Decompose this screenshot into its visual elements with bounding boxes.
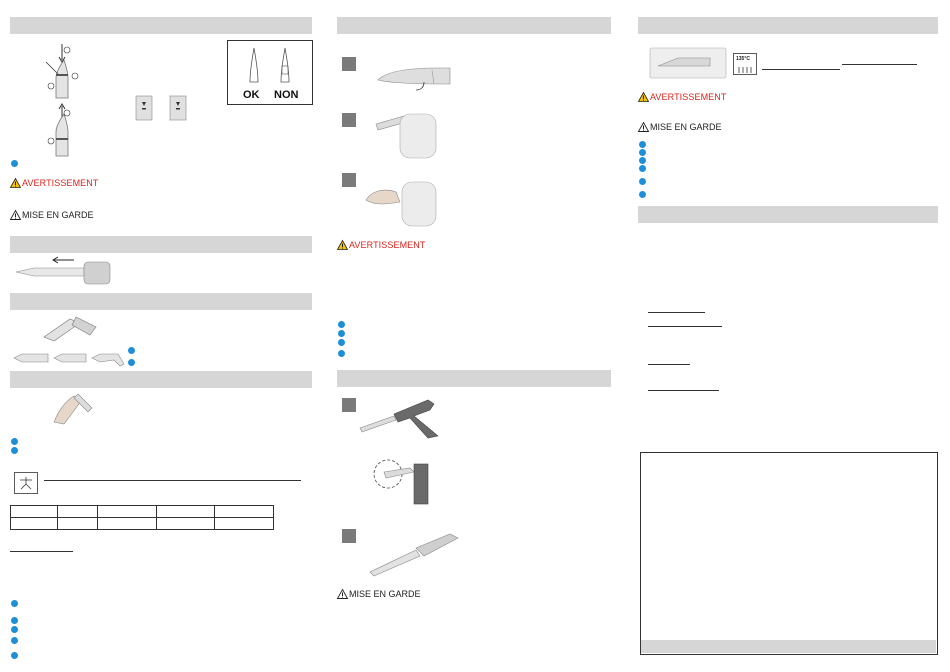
warning-heading <box>10 178 98 188</box>
data-table <box>10 505 274 530</box>
spray-illustration <box>374 110 440 158</box>
info-icon <box>338 321 345 328</box>
nosecone-illustration <box>376 60 456 94</box>
underline <box>842 64 917 65</box>
section-header-bar <box>337 17 611 34</box>
info-icon <box>11 637 18 644</box>
step-icon <box>342 57 356 71</box>
notes-box <box>640 452 938 655</box>
info-icon <box>11 652 18 659</box>
section-header-bar <box>10 371 312 388</box>
warning-triangle-icon <box>10 178 21 188</box>
tip-ok-illustration <box>244 46 264 86</box>
info-icon <box>639 149 646 156</box>
warning-triangle-icon <box>638 92 649 102</box>
tip-variants-illustration <box>12 344 126 366</box>
section-header-bar <box>337 370 611 387</box>
sterilization-symbol-icon <box>14 472 38 494</box>
ok-non-box <box>227 40 313 105</box>
section-header-bar <box>10 17 312 34</box>
caution-triangle-icon <box>10 210 21 220</box>
avertissement-label: AVERTISSEMENT <box>22 178 99 188</box>
info-icon <box>639 191 646 198</box>
info-icon <box>128 347 135 354</box>
air-gun-detail-illustration <box>370 454 442 504</box>
section-header-bar <box>10 236 312 253</box>
handpiece-removal-illustration <box>14 256 110 288</box>
underline <box>648 326 722 327</box>
tip-non-illustration <box>275 46 295 86</box>
non-label: NON <box>274 89 299 101</box>
underline <box>648 390 719 391</box>
step-icon <box>342 113 356 127</box>
caution-triangle-icon <box>337 589 348 599</box>
mise-en-garde-label: MISE EN GARDE <box>22 210 94 220</box>
underline <box>762 69 840 70</box>
info-icon <box>338 339 345 346</box>
table-row <box>11 518 274 530</box>
info-icon <box>639 178 646 185</box>
table-row <box>11 506 274 518</box>
section-header-bar <box>638 17 938 34</box>
info-icon <box>11 438 18 445</box>
underline <box>648 364 690 365</box>
info-icon <box>639 165 646 172</box>
sterilization-temp-label: 135°C <box>736 56 750 62</box>
tip-insertion-illustration <box>40 38 100 158</box>
caution-triangle-icon <box>638 122 649 132</box>
section-header-bar <box>638 206 938 223</box>
section-header-bar <box>10 293 312 310</box>
mise-en-garde-label: MISE EN GARDE <box>349 589 421 599</box>
avertissement-label: AVERTISSEMENT <box>650 92 727 102</box>
caution-heading <box>638 122 722 132</box>
handpiece-hose-illustration <box>366 528 462 578</box>
info-icon <box>128 359 135 366</box>
wrench-illustration <box>40 313 100 343</box>
warning-triangle-icon <box>337 240 348 250</box>
avertissement-label: AVERTISSEMENT <box>349 240 426 250</box>
air-gun-illustration <box>358 396 450 440</box>
mise-en-garde-label: MISE EN GARDE <box>650 122 722 132</box>
step-icon <box>342 529 356 543</box>
underline <box>10 551 73 552</box>
info-icon <box>11 600 18 607</box>
warning-heading <box>337 240 425 250</box>
step-icon <box>342 398 356 412</box>
info-icon <box>338 330 345 337</box>
info-icon <box>11 447 18 454</box>
sterilization-pouch-illustration <box>648 44 728 82</box>
step-icon <box>342 173 356 187</box>
info-icon <box>11 617 18 624</box>
info-icon <box>639 157 646 164</box>
ok-label: OK <box>243 89 260 101</box>
notes-box-footer-bar <box>641 640 936 653</box>
warning-heading <box>638 92 726 102</box>
info-icon <box>639 141 646 148</box>
underline <box>648 312 705 313</box>
hand-cleaning-illustration <box>48 390 96 426</box>
info-icon <box>11 160 18 167</box>
spray-with-hand-illustration <box>364 178 440 226</box>
divider-line <box>44 480 301 481</box>
caution-heading <box>10 210 94 220</box>
caution-heading <box>337 589 421 599</box>
info-icon <box>338 350 345 357</box>
info-icon <box>11 626 18 633</box>
tip-detail-illustration <box>134 94 194 122</box>
